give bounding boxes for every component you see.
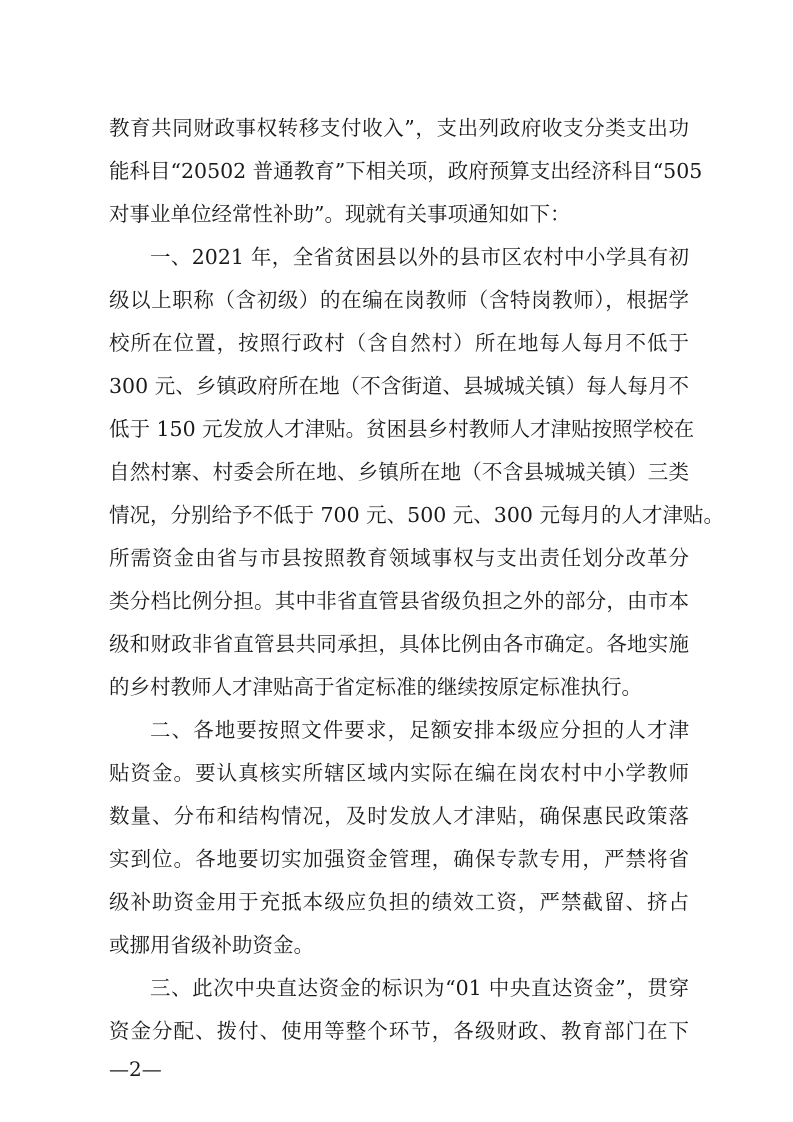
text-line: 校所在位置，按照行政村（含自然村）所在地每人每月不低于 [109, 331, 689, 355]
text-line: 300 元、乡镇政府所在地（不含街道、县城城关镇）每人每月不 [109, 374, 689, 398]
text-line: 自然村寨、村委会所在地、乡镇所在地（不含县城城关镇）三类 [109, 460, 689, 484]
text-line: 资金分配、拨付、使用等整个环节，各级财政、教育部门在下 [109, 1019, 689, 1043]
text-line: 级补助资金用于充抵本级应负担的绩效工资，严禁截留、挤占 [109, 890, 689, 914]
text-line: 能科目“20502 普通教育”下相关项，政府预算支出经济科目“505 [109, 159, 703, 183]
page-number: —2— [109, 1057, 162, 1081]
text-line: 教育共同财政事权转移支付收入”，支出列政府收支分类支出功 [109, 116, 689, 140]
text-line: 一、2021 年，全省贫困县以外的县市区农村中小学具有初 [150, 245, 689, 269]
text-line: 级和财政非省直管县共同承担，具体比例由各市确定。各地实施 [109, 632, 689, 656]
text-line: 对事业单位经常性补助”。现就有关事项通知如下： [109, 202, 571, 226]
text-line: 贴资金。要认真核实所辖区域内实际在编在岗农村中小学教师 [109, 761, 689, 785]
text-line: 数量、分布和结构情况，及时发放人才津贴，确保惠民政策落 [109, 804, 689, 828]
text-line: 或挪用省级补助资金。 [109, 933, 314, 957]
text-line: 低于 150 元发放人才津贴。贫困县乡村教师人才津贴按照学校在 [109, 417, 695, 441]
text-line: 三、此次中央直达资金的标识为“01 中央直达资金”，贯穿 [150, 976, 689, 1000]
text-line: 二、各地要按照文件要求，足额安排本级应分担的人才津 [150, 718, 689, 742]
text-line: 的乡村教师人才津贴高于省定标准的继续按原定标准执行。 [109, 675, 642, 699]
text-line: 级以上职称（含初级）的在编在岗教师（含特岗教师），根据学 [109, 288, 689, 312]
text-line: 情况，分别给予不低于 700 元、500 元、300 元每月的人才津贴。 [109, 503, 724, 527]
text-line: 类分档比例分担。其中非省直管县省级负担之外的部分，由市本 [109, 589, 689, 613]
text-line: 所需资金由省与市县按照教育领域事权与支出责任划分改革分 [109, 546, 689, 570]
text-line: 实到位。各地要切实加强资金管理，确保专款专用，严禁将省 [109, 847, 689, 871]
